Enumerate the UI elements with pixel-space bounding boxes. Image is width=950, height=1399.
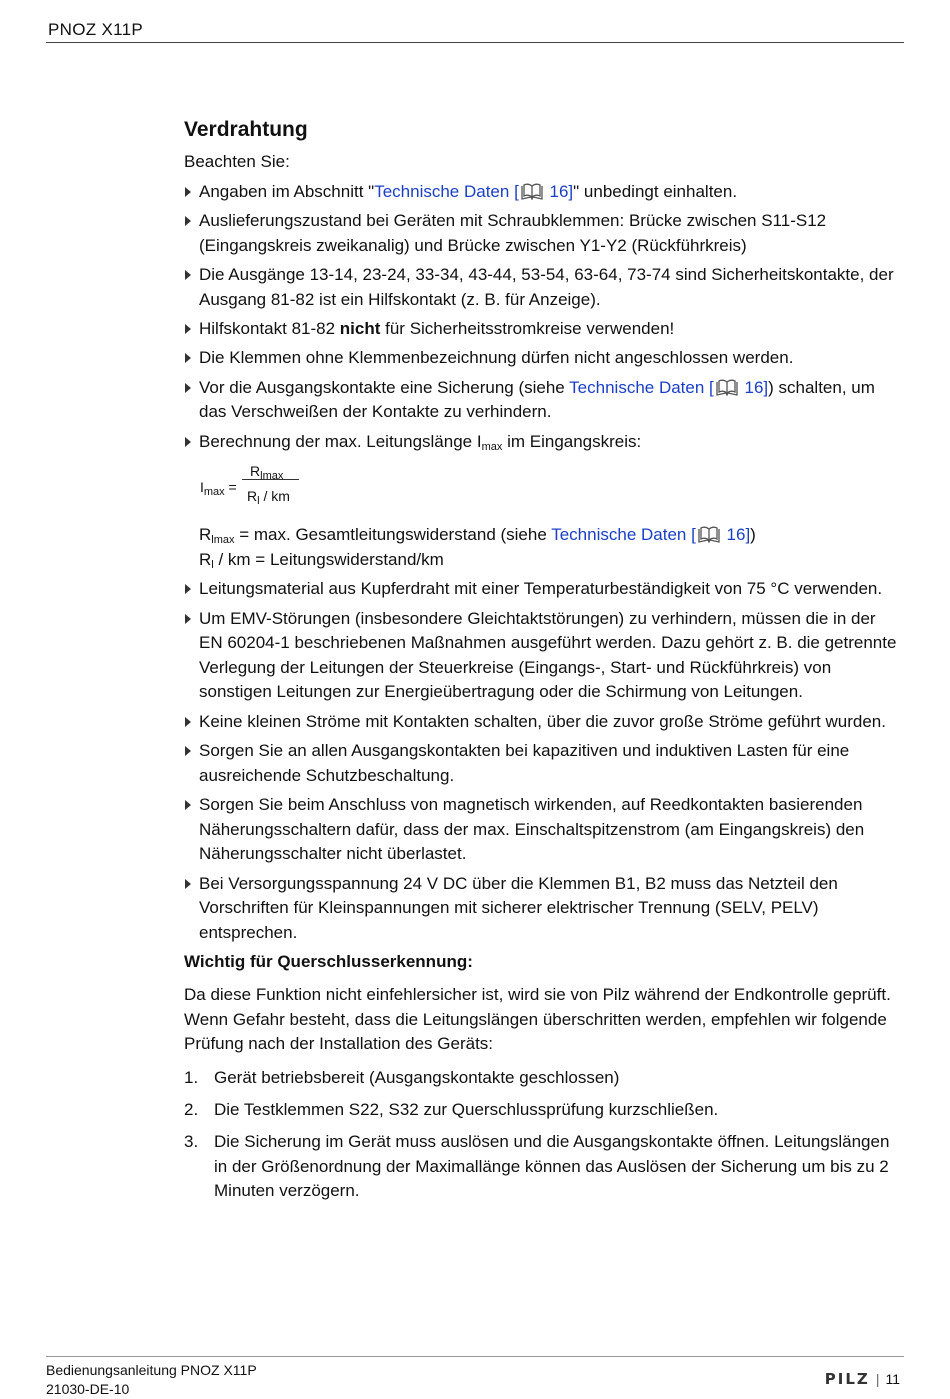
page-separator: | [875,1371,880,1387]
list-item: Vor die Ausgangskontakte eine Sicherung (siehe Technische Daten [ 16]) schalten, um das Verschweißen der Kontakte zu verhindern. [184,376,900,425]
footer-page-info [825,1370,900,1388]
formula-lhs: $I_{max}$ = [200,479,237,499]
list-item: Keine kleinen Ströme mit Kontakten schalten, über die zuvor große Ströme geführt wurden. [184,710,900,735]
list-item: Die Ausgänge 13-14, 23-24, 33-34, 43-44, 53-54, 63-64, 73-74 sind Sicherheitskontakte, der Ausgang 81-82 ist ein Hilfskontakt (z. B. für Anzeige). [184,263,900,312]
list-item: 2. Die Testklemmen S22, S32 zur Querschlussprüfung kurzschließen. [184,1098,900,1123]
list-item: Hilfskontakt 81-82 nicht für Sicherheitsstromkreise verwenden! [184,317,900,342]
pilz-logo: PILZ [824,1370,870,1388]
triangle-bullet-icon [185,800,191,810]
triangle-bullet-icon [185,584,191,594]
technische-daten-link[interactable]: Technische Daten [ 16] [374,181,574,201]
instruction-list-2 [184,577,900,945]
important-text: Da diese Funktion nicht einfehlersicher ist, wird sie von Pilz während der Endkontrolle geprüft. Wenn Gefahr besteht, dass die Leitungslängen überschritten werden, empfehlen wir folgende Prüfung nach der Installation des Geräts: [184,984,891,1054]
section-heading: Verdrahtung [184,118,308,141]
triangle-bullet-icon [185,187,191,197]
list-item: Berechnung der max. Leitungslänge $I_{max}$ im Eingangskreis: [184,430,900,455]
triangle-bullet-icon [185,216,191,226]
list-item: Um EMV-Störungen (insbesondere Gleichtaktstörungen) zu verhindern, müssen die in der EN 60204-1 beschriebenen Maßnahmen ausgeführt werden. Dazu gehört z. B. die getrennte Verlegung der Leitungen der Steuerkreise (Eingangs-, Start- und Rückführkreis) von sonstigen Leitungen zur Energieübertragung oder die Schirmung von Leitungen. [184,607,900,705]
footer-doc-title: Bedienungsanleitung PNOZ X11P [46,1362,257,1378]
important-heading: Wichtig für Querschlusserkennung: [184,952,473,972]
triangle-bullet-icon [185,324,191,334]
book-icon [697,526,721,543]
footer-doc-info [46,1361,257,1399]
list-item: 3. Die Sicherung im Gerät muss auslösen und die Ausgangskontakte öffnen. Leitungslängen in der Größenordnung der Maximallänge können das Auslösen der Sicherung um bis zu 2 Minuten verzögern. [184,1132,890,1201]
triangle-bullet-icon [185,353,191,363]
book-icon [520,183,544,200]
step-number: 2. [184,1099,199,1119]
triangle-bullet-icon [185,383,191,393]
step-number: 3. [184,1132,199,1152]
formula-denominator: $R_l$ / km [247,488,290,508]
definition-rlmax: $R_{lmax} = \max$. Gesamtleitungswiderstand (siehe Technische Daten [ 16]) [199,525,756,547]
list-item: Leitungsmaterial aus Kupferdraht mit einer Temperaturbeständigkeit von 75 °C verwenden. [184,577,900,602]
step-number: 1. [184,1067,199,1087]
list-item: Bei Versorgungsspannung 24 V DC über die Klemmen B1, B2 muss das Netzteil den Vorschriften für Kleinspannungen mit sicherer elektrischer Trennung (SELV, PELV) entsprechen. [184,872,900,946]
fraction-bar [242,479,299,480]
triangle-bullet-icon [185,614,191,624]
technische-daten-link[interactable]: Technische Daten [ 16] [551,525,751,545]
formula-imax [184,459,900,515]
book-icon [715,379,739,396]
main-content [184,116,900,1212]
triangle-bullet-icon [185,879,191,889]
triangle-bullet-icon [185,717,191,727]
list-item: Die Klemmen ohne Klemmenbezeichnung dürfen nicht angeschlossen werden. [184,346,900,371]
list-item: Sorgen Sie an allen Ausgangskontakten bei kapazitiven und induktiven Lasten für eine ausreichende Schutzbeschaltung. [184,739,900,788]
definition-rl: $R_l$ / km = Leitungswiderstand/km [199,549,444,571]
footer-divider [46,1356,904,1357]
list-item: Auslieferungszustand bei Geräten mit Schraubklemmen: Brücke zwischen S11-S12 (Eingangskreis zweikanalig) und Brücke zwischen Y1-Y2 (Rückführkreis) [184,209,900,258]
page-number: 11 [885,1371,900,1387]
formula-numerator: $R_{lmax}$ [250,463,284,483]
list-item: Sorgen Sie beim Anschluss von magnetisch wirkenden, auf Reedkontakten basierenden Näherungsschaltern dafür, dass der max. Einschaltspitzenstrom (am Eingangskreis) den Näherungsschalter nicht überlastet. [184,793,900,867]
intro-text: Beachten Sie: [184,152,290,171]
list-item: Angaben im Abschnitt "Technische Daten [ 16]" unbedingt einhalten. [184,180,900,205]
test-steps-list [184,1066,900,1204]
triangle-bullet-icon [185,270,191,280]
instruction-list [184,180,900,455]
header-title: PNOZ X11P [48,20,143,39]
list-item: 1. Gerät betriebsbereit (Ausgangskontakte geschlossen) [184,1066,900,1091]
triangle-bullet-icon [185,746,191,756]
technische-daten-link[interactable]: Technische Daten [ 16] [569,377,769,397]
footer-doc-number: 21030-DE-10 [46,1381,130,1397]
header-divider [46,42,904,43]
formula-definitions [184,523,900,572]
triangle-bullet-icon [185,437,191,447]
